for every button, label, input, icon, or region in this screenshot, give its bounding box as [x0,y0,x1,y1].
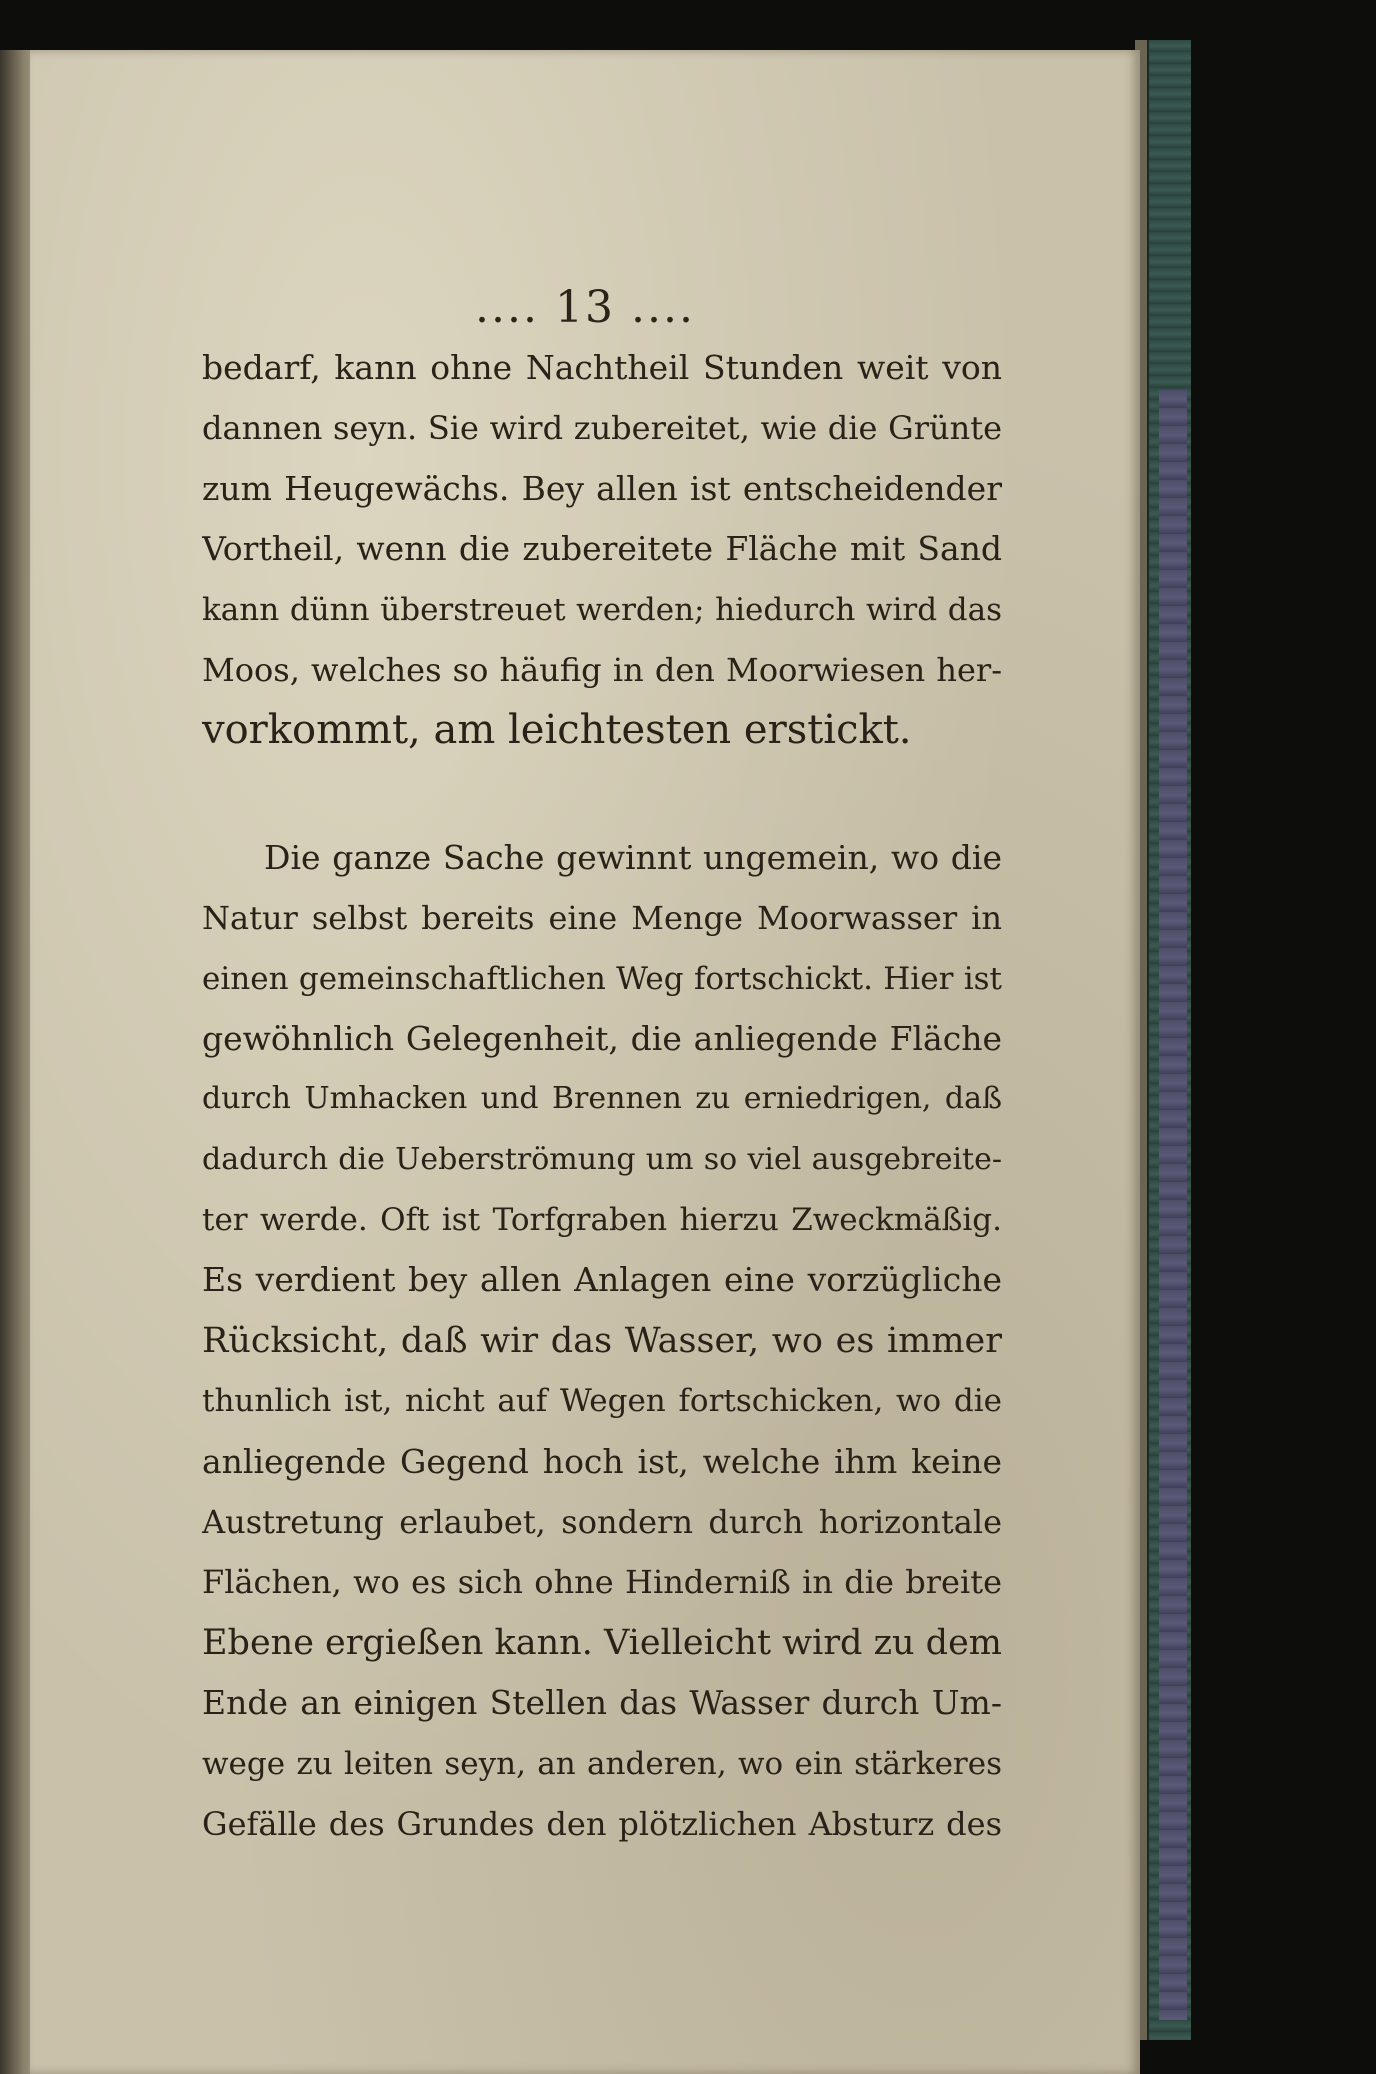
text-line: gewöhnlich Gelegenheit, die anliegende Fläche [202,1018,1002,1058]
text-line: thunlich ist, nicht auf Wegen fortschicken, wo die [202,1383,1002,1420]
text-line: Ebene ergießen kann. Vielleicht wird zu dem [202,1622,1002,1663]
paragraph [202,338,1002,761]
text-line: durch Umhacken und Brennen zu erniedrigen, daß [202,1081,1002,1117]
header-ornament-right: .... [631,282,695,333]
text-line: Die ganze Sache gewinnt ungemein, wo die [264,837,1002,877]
paragraph [202,828,1002,1855]
spine-marbled-paper-strip [1159,390,1187,2020]
text-line: kann dünn überstreuet werden; hiedurch wird das [202,591,1002,628]
header-ornament-left: .... [475,282,539,333]
text-line: Es verdient bey allen Anlagen eine vorzügliche [202,1260,1002,1300]
text-line: bedarf, kann ohne Nachtheil Stunden weit von [202,348,1002,387]
text-line: Flächen, wo es sich ohne Hinderniß in die breite [202,1563,1002,1602]
body-text [202,338,1002,1854]
text-line: vorkommt, am leichtesten erstickt. [202,707,912,754]
text-line: ter werde. Oft ist Torfgraben hierzu Zweckmäßig. [202,1202,1002,1239]
text-line: dannen seyn. Sie wird zubereitet, wie die Grünte [202,409,1002,448]
paragraph-gap [202,761,1002,828]
text-line: wege zu leiten seyn, an anderen, wo ein stärkeres [202,1745,1002,1782]
page-number: 13 [555,282,615,333]
text-line: Natur selbst bereits eine Menge Moorwasser in [202,899,1002,938]
text-line: Gefälle des Grundes den plötzlichen Absturz des [202,1804,1002,1843]
text-line: zum Heugewächs. Bey allen ist entscheidender [202,468,1002,508]
text-line: Austretung erlaubet, sondern durch horizontale [202,1503,1002,1542]
text-line: einen gemeinschaftlichen Weg fortschickt. Hier ist [202,960,1002,997]
text-line: anliegende Gegend hoch ist, welche ihm keine [202,1441,1002,1481]
running-header [30,282,1140,333]
text-line: dadurch die Ueberströmung um so viel ausgebreite- [202,1141,1002,1177]
text-line: Ende an einigen Stellen das Wasser durch Um- [202,1683,1002,1723]
book-page [30,50,1140,2074]
text-line: Rücksicht, daß wir das Wasser, wo es immer [202,1320,1002,1361]
text-line: Vortheil, wenn die zubereitete Fläche mit Sand [202,529,1002,569]
text-line: Moos, welches so häufig in den Moorwiesen her- [202,650,1002,689]
